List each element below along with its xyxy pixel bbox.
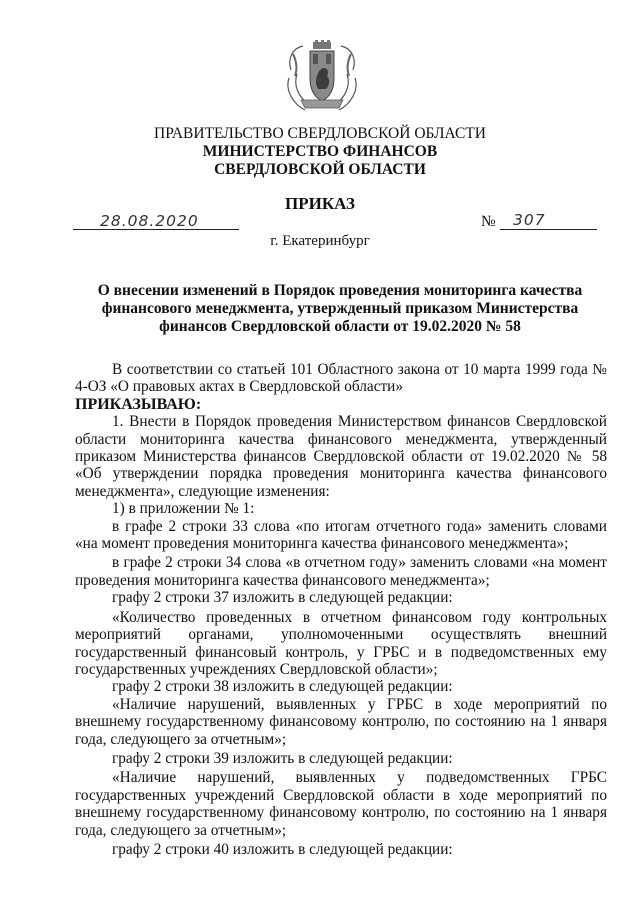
document-type: ПРИКАЗ bbox=[285, 194, 355, 213]
subitem-1-paragraph: 1) в приложении № 1: bbox=[112, 500, 255, 518]
order-word: ПРИКАЗЫВАЮ: bbox=[75, 395, 202, 413]
row-40-intro: графу 2 строки 40 изложить в следующей редакции: bbox=[112, 840, 453, 858]
row-37-text: «Количество проведенных в отчетном финансовом году контрольных мероприятий органами, уполномоченными осуществлять внешний государственный финансовый контроль, у ГРБС и в подведомственных ему государственных учреждениях Свердловской области»; bbox=[75, 608, 607, 678]
ministry-name: МИНИСТЕРСТВО ФИНАНСОВ bbox=[202, 143, 438, 160]
row-38-intro: графу 2 строки 38 изложить в следующей редакции: bbox=[112, 678, 453, 696]
document-title: О внесении изменений в Порядок проведения мониторинга качества финансового менеджмента, утвержденный приказом Министерства финансов Свердловской области от 19.02.2020 № 58 bbox=[97, 282, 583, 335]
government-name: ПРАВИТЕЛЬСТВО СВЕРДЛОВСКОЙ ОБЛАСТИ bbox=[154, 125, 486, 142]
row-33-paragraph: в графе 2 строки 33 слова «по итогам отчетного года» заменить словами «на момент проведения мониторинга качества финансового менеджмента»; bbox=[75, 517, 607, 553]
row-39-text: «Наличие нарушений, выявленных у подведомственных ГРБС государственных учреждений Свердловской области в ходе мероприятий по внешнему государственному финансовому контролю, по состоянию на 1 января года, следующего за отчетным»; bbox=[75, 769, 607, 839]
number-underline bbox=[500, 229, 597, 230]
handwritten-date: 28.08.2020 bbox=[100, 212, 199, 230]
number-sign: № bbox=[481, 213, 496, 230]
city: г. Екатеринбург bbox=[270, 233, 370, 249]
coat-of-arms-emblem bbox=[283, 40, 361, 116]
document-body bbox=[75, 361, 607, 858]
row-34-paragraph: в графе 2 строки 34 слова «в отчетном году» заменить словами «на момент проведения мониторинга качества финансового менеджмента»; bbox=[75, 554, 607, 589]
item-1-paragraph: 1. Внести в Порядок проведения Министерством финансов Свердловской области мониторинга качества финансового менеджмента, утвержденный приказом Министерства финансов Свердловской области от 19.02.2020 № 58 «Об утверждении порядка проведения мониторинга качества финансового менеджмента», следующие изменения: bbox=[75, 413, 607, 500]
handwritten-number: 307 bbox=[513, 211, 546, 229]
ministry-region: СВЕРДЛОВСКОЙ ОБЛАСТИ bbox=[214, 161, 426, 178]
preamble-paragraph: В соответствии со статьей 101 Областного закона от 10 марта 1999 года № 4-ОЗ «О правовых актах в Свердловской области» bbox=[75, 361, 607, 396]
row-39-intro: графу 2 строки 39 изложить в следующей редакции: bbox=[112, 749, 453, 767]
row-37-intro: графу 2 строки 37 изложить в следующей редакции: bbox=[112, 589, 453, 607]
row-38-text: «Наличие нарушений, выявленных у ГРБС в ходе мероприятий по внешнему государственному финансовому контролю, по состоянию на 1 января года, следующего за отчетным»; bbox=[75, 695, 607, 748]
